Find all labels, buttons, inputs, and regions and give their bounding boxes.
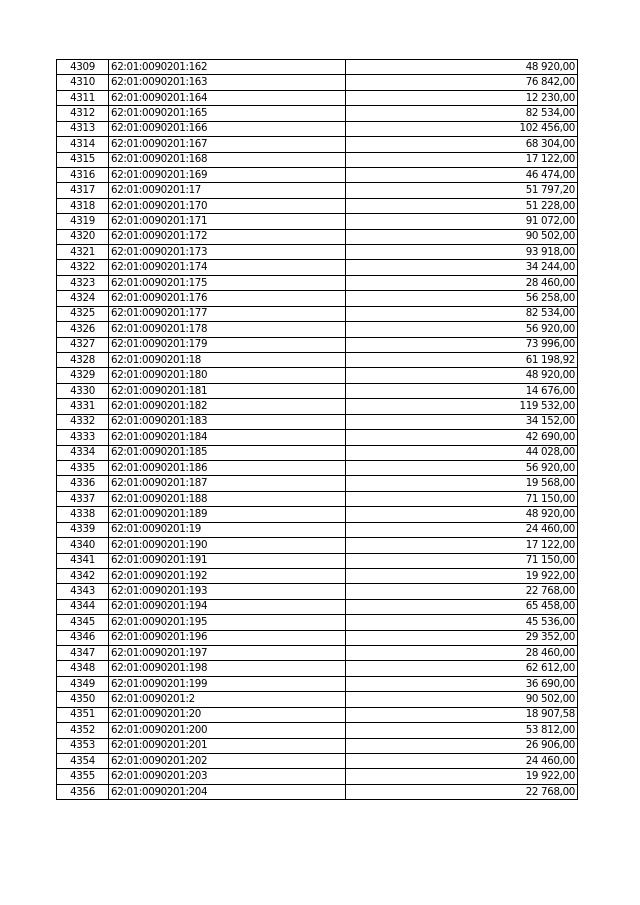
cadastral-number-cell: 62:01:0090201:197 [109, 646, 346, 661]
row-number-cell: 4312 [57, 106, 109, 121]
row-number-cell: 4334 [57, 445, 109, 460]
value-cell: 51 797,20 [346, 183, 578, 198]
cadastral-number-cell: 62:01:0090201:175 [109, 275, 346, 290]
table-row [57, 245, 578, 260]
table-row [57, 507, 578, 522]
cadastral-number-cell: 62:01:0090201:185 [109, 445, 346, 460]
cadastral-number-cell: 62:01:0090201:192 [109, 568, 346, 583]
table-row [57, 707, 578, 722]
cadastral-number-cell: 62:01:0090201:166 [109, 121, 346, 136]
value-cell: 65 458,00 [346, 599, 578, 614]
row-number-cell: 4355 [57, 769, 109, 784]
row-number-cell: 4339 [57, 522, 109, 537]
cadastral-number-cell: 62:01:0090201:170 [109, 198, 346, 213]
cadastral-number-cell: 62:01:0090201:191 [109, 553, 346, 568]
table-row [57, 353, 578, 368]
row-number-cell: 4352 [57, 723, 109, 738]
cadastral-number-cell: 62:01:0090201:198 [109, 661, 346, 676]
row-number-cell: 4351 [57, 707, 109, 722]
cadastral-number-cell: 62:01:0090201:162 [109, 60, 346, 75]
table-row [57, 152, 578, 167]
cadastral-number-cell: 62:01:0090201:172 [109, 229, 346, 244]
value-cell: 34 152,00 [346, 414, 578, 429]
value-cell: 62 612,00 [346, 661, 578, 676]
value-cell: 44 028,00 [346, 445, 578, 460]
value-cell: 48 920,00 [346, 60, 578, 75]
value-cell: 17 122,00 [346, 152, 578, 167]
table-row [57, 738, 578, 753]
cadastral-number-cell: 62:01:0090201:168 [109, 152, 346, 167]
value-cell: 102 456,00 [346, 121, 578, 136]
value-cell: 28 460,00 [346, 646, 578, 661]
row-number-cell: 4345 [57, 615, 109, 630]
value-cell: 73 996,00 [346, 337, 578, 352]
value-cell: 14 676,00 [346, 383, 578, 398]
table-row [57, 260, 578, 275]
table-row [57, 60, 578, 75]
value-cell: 61 198,92 [346, 353, 578, 368]
value-cell: 45 536,00 [346, 615, 578, 630]
row-number-cell: 4346 [57, 630, 109, 645]
value-cell: 51 228,00 [346, 198, 578, 213]
cadastral-number-cell: 62:01:0090201:18 [109, 353, 346, 368]
table-row [57, 399, 578, 414]
table-row [57, 106, 578, 121]
value-cell: 42 690,00 [346, 430, 578, 445]
value-cell: 71 150,00 [346, 553, 578, 568]
value-cell: 22 768,00 [346, 584, 578, 599]
cadastral-number-cell: 62:01:0090201:190 [109, 538, 346, 553]
table-row [57, 198, 578, 213]
value-cell: 24 460,00 [346, 753, 578, 768]
table-row [57, 445, 578, 460]
table-row [57, 214, 578, 229]
row-number-cell: 4310 [57, 75, 109, 90]
cadastral-number-cell: 62:01:0090201:2 [109, 692, 346, 707]
value-cell: 28 460,00 [346, 275, 578, 290]
table-row [57, 769, 578, 784]
cadastral-number-cell: 62:01:0090201:186 [109, 460, 346, 475]
row-number-cell: 4318 [57, 198, 109, 213]
row-number-cell: 4322 [57, 260, 109, 275]
table-row [57, 599, 578, 614]
row-number-cell: 4350 [57, 692, 109, 707]
table-row [57, 460, 578, 475]
table-row [57, 414, 578, 429]
value-cell: 90 502,00 [346, 229, 578, 244]
table-row [57, 661, 578, 676]
table-row [57, 615, 578, 630]
row-number-cell: 4349 [57, 676, 109, 691]
cadastral-number-cell: 62:01:0090201:180 [109, 368, 346, 383]
cadastral-number-cell: 62:01:0090201:174 [109, 260, 346, 275]
cadastral-number-cell: 62:01:0090201:171 [109, 214, 346, 229]
row-number-cell: 4316 [57, 167, 109, 182]
row-number-cell: 4315 [57, 152, 109, 167]
row-number-cell: 4330 [57, 383, 109, 398]
row-number-cell: 4323 [57, 275, 109, 290]
document-page [56, 59, 578, 800]
cadastral-number-cell: 62:01:0090201:200 [109, 723, 346, 738]
row-number-cell: 4327 [57, 337, 109, 352]
row-number-cell: 4340 [57, 538, 109, 553]
row-number-cell: 4314 [57, 137, 109, 152]
cadastral-number-cell: 62:01:0090201:183 [109, 414, 346, 429]
value-cell: 68 304,00 [346, 137, 578, 152]
table-row [57, 538, 578, 553]
cadastral-number-cell: 62:01:0090201:184 [109, 430, 346, 445]
value-cell: 29 352,00 [346, 630, 578, 645]
table-row [57, 275, 578, 290]
row-number-cell: 4319 [57, 214, 109, 229]
value-cell: 82 534,00 [346, 106, 578, 121]
table-row [57, 646, 578, 661]
row-number-cell: 4332 [57, 414, 109, 429]
table-row [57, 137, 578, 152]
row-number-cell: 4343 [57, 584, 109, 599]
value-cell: 17 122,00 [346, 538, 578, 553]
row-number-cell: 4311 [57, 90, 109, 105]
row-number-cell: 4335 [57, 460, 109, 475]
table-row [57, 522, 578, 537]
cadastral-number-cell: 62:01:0090201:189 [109, 507, 346, 522]
value-cell: 82 534,00 [346, 306, 578, 321]
value-cell: 56 920,00 [346, 322, 578, 337]
table-row [57, 383, 578, 398]
table-row [57, 723, 578, 738]
value-cell: 34 244,00 [346, 260, 578, 275]
table-row [57, 553, 578, 568]
table-row [57, 306, 578, 321]
cadastral-number-cell: 62:01:0090201:188 [109, 491, 346, 506]
value-cell: 19 922,00 [346, 769, 578, 784]
table-row [57, 491, 578, 506]
value-cell: 53 812,00 [346, 723, 578, 738]
value-cell: 18 907,58 [346, 707, 578, 722]
cadastral-number-cell: 62:01:0090201:187 [109, 476, 346, 491]
row-number-cell: 4331 [57, 399, 109, 414]
table-row [57, 167, 578, 182]
cadastral-number-cell: 62:01:0090201:194 [109, 599, 346, 614]
value-cell: 91 072,00 [346, 214, 578, 229]
row-number-cell: 4329 [57, 368, 109, 383]
row-number-cell: 4317 [57, 183, 109, 198]
row-number-cell: 4309 [57, 60, 109, 75]
row-number-cell: 4313 [57, 121, 109, 136]
cadastral-number-cell: 62:01:0090201:181 [109, 383, 346, 398]
row-number-cell: 4353 [57, 738, 109, 753]
cadastral-number-cell: 62:01:0090201:165 [109, 106, 346, 121]
cadastral-number-cell: 62:01:0090201:201 [109, 738, 346, 753]
table-row [57, 75, 578, 90]
cadastral-number-cell: 62:01:0090201:19 [109, 522, 346, 537]
value-cell: 56 920,00 [346, 460, 578, 475]
row-number-cell: 4320 [57, 229, 109, 244]
value-cell: 19 922,00 [346, 568, 578, 583]
value-cell: 36 690,00 [346, 676, 578, 691]
cadastral-number-cell: 62:01:0090201:199 [109, 676, 346, 691]
value-cell: 56 258,00 [346, 291, 578, 306]
table-row [57, 584, 578, 599]
table-row [57, 291, 578, 306]
value-cell: 46 474,00 [346, 167, 578, 182]
value-cell: 12 230,00 [346, 90, 578, 105]
row-number-cell: 4324 [57, 291, 109, 306]
value-cell: 26 906,00 [346, 738, 578, 753]
table-row [57, 753, 578, 768]
cadastral-number-cell: 62:01:0090201:182 [109, 399, 346, 414]
cadastral-number-cell: 62:01:0090201:17 [109, 183, 346, 198]
table-row [57, 676, 578, 691]
value-cell: 76 842,00 [346, 75, 578, 90]
row-number-cell: 4347 [57, 646, 109, 661]
table-row [57, 692, 578, 707]
cadastral-value-table [56, 59, 578, 800]
cadastral-number-cell: 62:01:0090201:196 [109, 630, 346, 645]
value-cell: 19 568,00 [346, 476, 578, 491]
table-row [57, 183, 578, 198]
table-body [57, 60, 578, 800]
table-row [57, 568, 578, 583]
value-cell: 119 532,00 [346, 399, 578, 414]
row-number-cell: 4321 [57, 245, 109, 260]
row-number-cell: 4342 [57, 568, 109, 583]
cadastral-number-cell: 62:01:0090201:202 [109, 753, 346, 768]
cadastral-number-cell: 62:01:0090201:164 [109, 90, 346, 105]
row-number-cell: 4356 [57, 784, 109, 799]
table-row [57, 229, 578, 244]
cadastral-number-cell: 62:01:0090201:176 [109, 291, 346, 306]
row-number-cell: 4337 [57, 491, 109, 506]
row-number-cell: 4333 [57, 430, 109, 445]
value-cell: 93 918,00 [346, 245, 578, 260]
cadastral-number-cell: 62:01:0090201:193 [109, 584, 346, 599]
table-row [57, 368, 578, 383]
value-cell: 71 150,00 [346, 491, 578, 506]
value-cell: 22 768,00 [346, 784, 578, 799]
cadastral-number-cell: 62:01:0090201:20 [109, 707, 346, 722]
cadastral-number-cell: 62:01:0090201:169 [109, 167, 346, 182]
row-number-cell: 4328 [57, 353, 109, 368]
table-row [57, 784, 578, 799]
cadastral-number-cell: 62:01:0090201:195 [109, 615, 346, 630]
table-row [57, 430, 578, 445]
value-cell: 48 920,00 [346, 507, 578, 522]
cadastral-number-cell: 62:01:0090201:177 [109, 306, 346, 321]
cadastral-number-cell: 62:01:0090201:204 [109, 784, 346, 799]
row-number-cell: 4325 [57, 306, 109, 321]
table-row [57, 337, 578, 352]
cadastral-number-cell: 62:01:0090201:173 [109, 245, 346, 260]
cadastral-number-cell: 62:01:0090201:179 [109, 337, 346, 352]
row-number-cell: 4354 [57, 753, 109, 768]
table-row [57, 322, 578, 337]
table-row [57, 476, 578, 491]
row-number-cell: 4348 [57, 661, 109, 676]
table-row [57, 630, 578, 645]
value-cell: 48 920,00 [346, 368, 578, 383]
row-number-cell: 4341 [57, 553, 109, 568]
row-number-cell: 4336 [57, 476, 109, 491]
row-number-cell: 4344 [57, 599, 109, 614]
row-number-cell: 4338 [57, 507, 109, 522]
cadastral-number-cell: 62:01:0090201:178 [109, 322, 346, 337]
cadastral-number-cell: 62:01:0090201:203 [109, 769, 346, 784]
table-row [57, 90, 578, 105]
value-cell: 90 502,00 [346, 692, 578, 707]
cadastral-number-cell: 62:01:0090201:163 [109, 75, 346, 90]
value-cell: 24 460,00 [346, 522, 578, 537]
row-number-cell: 4326 [57, 322, 109, 337]
table-row [57, 121, 578, 136]
cadastral-number-cell: 62:01:0090201:167 [109, 137, 346, 152]
